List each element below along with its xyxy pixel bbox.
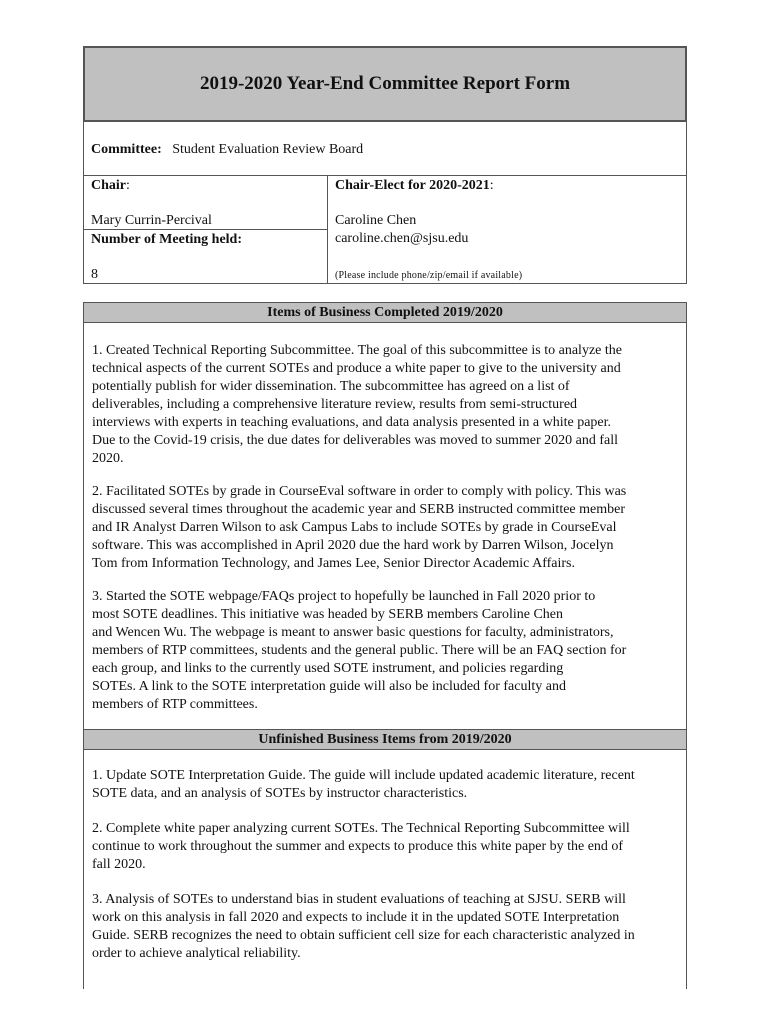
chair-elect-email: caroline.chen@sjsu.edu xyxy=(335,231,469,246)
divider xyxy=(327,175,328,283)
committee-label: Committee: xyxy=(91,142,162,157)
unfinished-section xyxy=(83,729,687,989)
unfinished-heading: Unfinished Business Items from 2019/2020 xyxy=(84,730,686,750)
committee-info-table xyxy=(83,122,687,284)
chair-label-row xyxy=(91,177,130,194)
chair-elect-label: Chair-Elect for 2020-2021 xyxy=(335,178,490,193)
completed-section xyxy=(83,302,687,729)
chair-colon: : xyxy=(126,178,130,193)
completed-item-2: 2. Facilitated SOTEs by grade in CourseEval software in order to comply with policy. This was discussed several times throughout the academic year and SERB instructed committee member and IR Analyst Darren Wilson to ask Campus Labs to include SOTEs by grade in CourseEval software. This was accomplished in April 2020 due the hard work by Darren Wilson, Jocelyn Tom from Information Technology, and James Lee, Senior Director Academic Affairs. xyxy=(92,484,627,571)
chair-elect-label-row xyxy=(335,177,494,194)
divider xyxy=(84,175,686,176)
divider xyxy=(84,229,327,230)
completed-item-3: 3. Started the SOTE webpage/FAQs project to hopefully be launched in Fall 2020 prior to most SOTE deadlines. This initiative was headed by SERB members Caroline Chen and Wencen Wu. The webpage is meant to answer basic questions for faculty, administrators, members of RTP committees, students and the general public. There will be an FAQ section for each group, and links to the currently used SOTE instrument, and policies regarding SOTEs. A link to the SOTE interpretation guide will also be included for faculty and members of RTP committees. xyxy=(92,589,627,712)
contact-note: (Please include phone/zip/email if available) xyxy=(335,270,523,281)
completed-heading: Items of Business Completed 2019/2020 xyxy=(84,303,686,323)
meetings-value: 8 xyxy=(91,267,98,282)
committee-row xyxy=(91,141,363,158)
completed-item-1: 1. Created Technical Reporting Subcommittee. The goal of this subcommittee is to analyze the technical aspects of the current SOTEs and produce a white paper to give to the university and potentially publish for wider dissemination. The subcommittee has agreed on a list of deliverables, including a comprehensive literature review, results from semi-structured interviews with experts in teaching evaluations, and data analysis presented in a white paper. Due to the Covid-19 crisis, the due dates for deliverables was moved to summer 2020 and fall 2020. xyxy=(92,343,622,466)
form-title: 2019-2020 Year-End Committee Report Form xyxy=(199,73,571,94)
chair-elect-colon: : xyxy=(489,178,494,193)
form-title-box xyxy=(83,46,687,122)
chair-elect-name: Caroline Chen xyxy=(335,213,417,228)
unfinished-item-1: 1. Update SOTE Interpretation Guide. The guide will include updated academic literature, recent SOTE data, and an analysis of SOTEs by instructor characteristics. xyxy=(92,768,635,801)
unfinished-item-2: 2. Complete white paper analyzing current SOTEs. The Technical Reporting Subcommittee will continue to work throughout the summer and expects to produce this white paper by the end of fall 2020. xyxy=(92,821,630,872)
meetings-label: Number of Meeting held: xyxy=(91,232,242,247)
committee-value: Student Evaluation Review Board xyxy=(172,142,364,157)
chair-label: Chair xyxy=(91,178,126,193)
chair-value: Mary Currin-Percival xyxy=(91,213,212,228)
unfinished-item-3: 3. Analysis of SOTEs to understand bias in student evaluations of teaching at SJSU. SERB will work on this analysis in fall 2020 and expects to include it in the updated SOTE Interpretation Guide. SERB recognizes the need to obtain sufficient cell size for each characteristic analyzed in order to achieve analytical reliability. xyxy=(92,892,635,961)
